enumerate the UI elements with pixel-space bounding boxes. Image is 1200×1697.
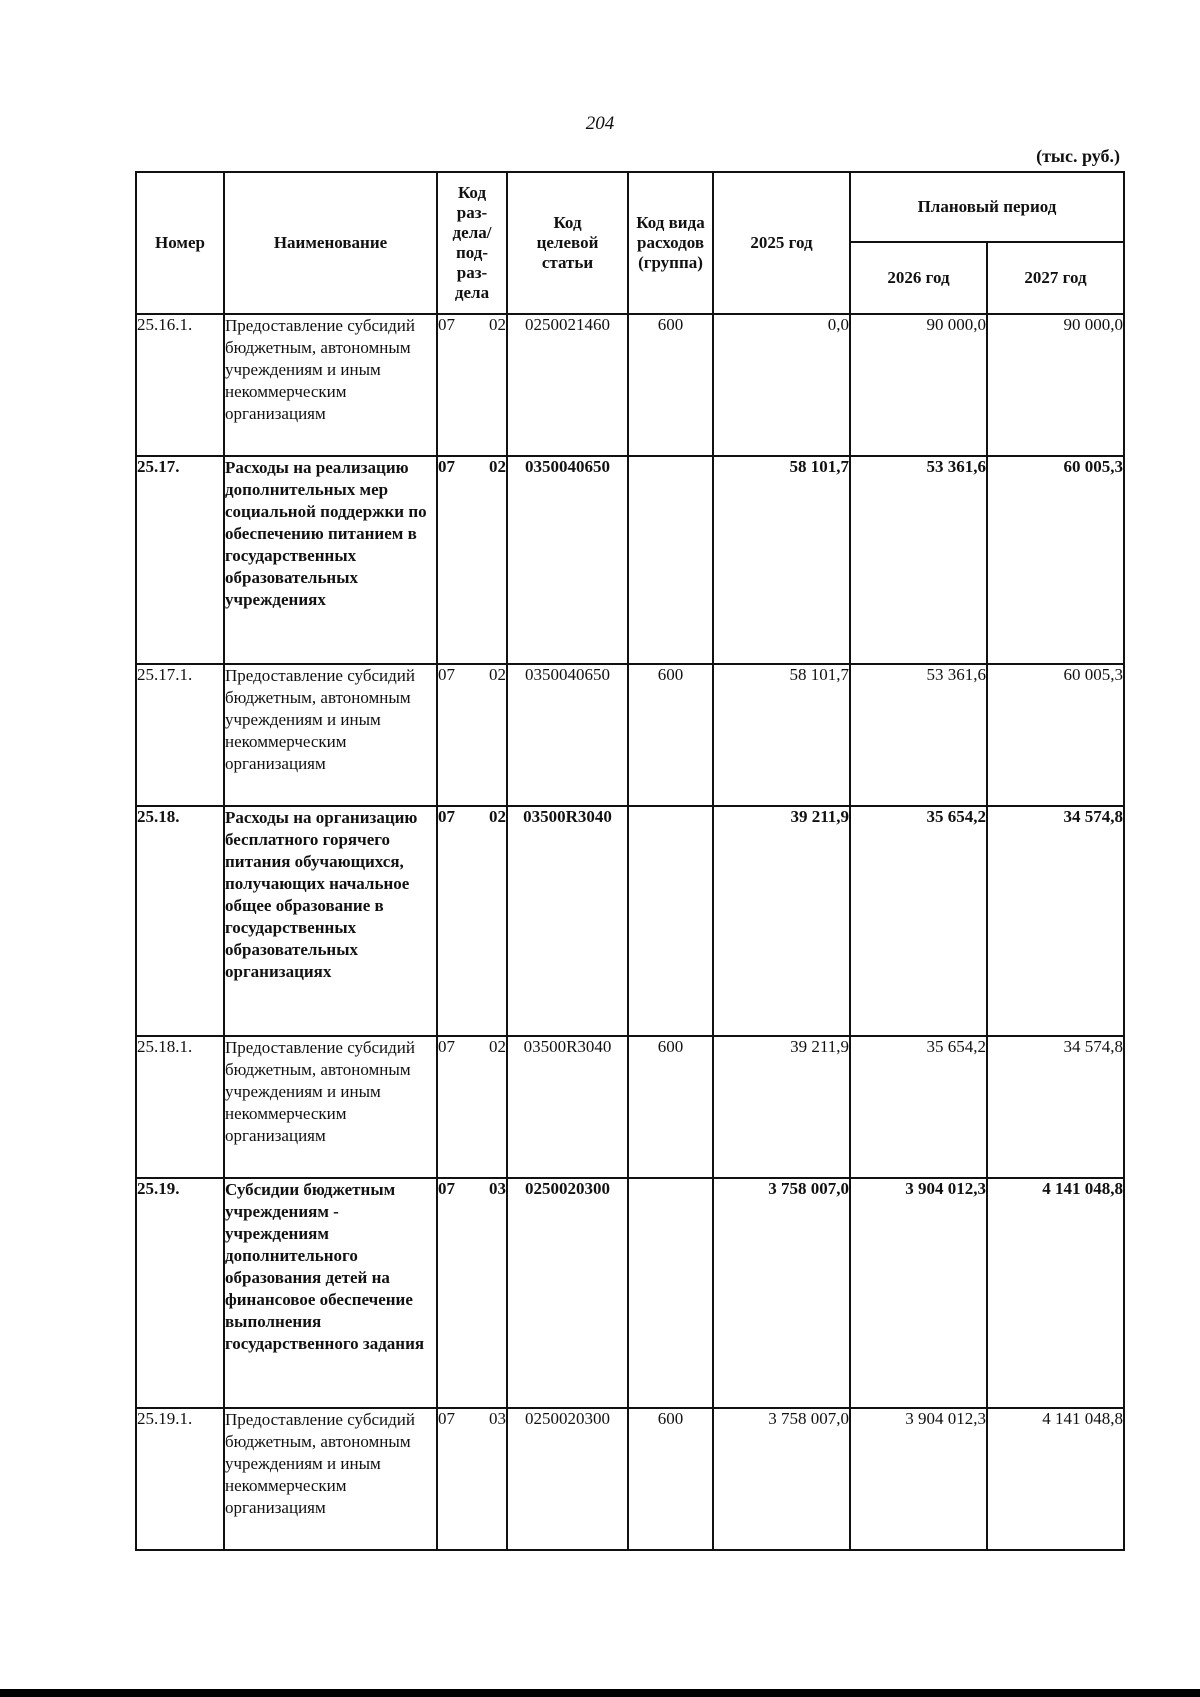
row-2027: 34 574,8: [987, 806, 1124, 1036]
row-razdel: [437, 806, 507, 1036]
razdel-code: 07: [438, 457, 455, 476]
row-2026: 90 000,0: [850, 314, 987, 456]
row-celevaya: 0250020300: [507, 1178, 628, 1408]
row-2025: 3 758 007,0: [713, 1408, 850, 1550]
row-2026: 53 361,6: [850, 456, 987, 664]
row-celevaya: 0350040650: [507, 664, 628, 806]
podrazdel-code: 02: [489, 315, 506, 334]
razdel-code: 07: [438, 665, 455, 684]
podrazdel-code: 02: [489, 1037, 506, 1056]
header-2026: 2026 год: [850, 242, 987, 314]
row-number: 25.18.1.: [136, 1036, 224, 1178]
row-name: Предоставление субсидий бюджетным, автономным учреждениям и иным некоммерческим организациям: [224, 1036, 437, 1178]
row-name: Расходы на реализацию дополнительных мер социальной поддержки по обеспечению питанием в государственных образовательных учреждениях: [224, 456, 437, 664]
header-plan-period: Плановый период: [850, 172, 1124, 242]
razdel-code: 07: [438, 315, 455, 334]
podrazdel-code: 02: [489, 457, 506, 476]
row-name: Предоставление субсидий бюджетным, автономным учреждениям и иным некоммерческим организациям: [224, 1408, 437, 1550]
row-vid: [628, 1178, 713, 1408]
table-row: [136, 1408, 1124, 1550]
table-row: [136, 1178, 1124, 1408]
row-number: 25.17.: [136, 456, 224, 664]
row-celevaya: 03500R3040: [507, 1036, 628, 1178]
row-name: Субсидии бюджетным учреждениям - учреждениям дополнительного образования детей на финансовое обеспечение выполнения государственного задания: [224, 1178, 437, 1408]
row-number: 25.19.1.: [136, 1408, 224, 1550]
row-2027: 4 141 048,8: [987, 1408, 1124, 1550]
row-2025: 0,0: [713, 314, 850, 456]
header-naimenovanie: Наименование: [224, 172, 437, 314]
row-2027: 60 005,3: [987, 456, 1124, 664]
row-vid: 600: [628, 664, 713, 806]
row-celevaya: 03500R3040: [507, 806, 628, 1036]
header-razdel: Код раз- дела/ под- раз- дела: [437, 172, 507, 314]
row-razdel: [437, 1178, 507, 1408]
row-vid: 600: [628, 1408, 713, 1550]
table-row: [136, 314, 1124, 456]
podrazdel-code: 03: [489, 1409, 506, 1428]
row-2026: 3 904 012,3: [850, 1178, 987, 1408]
page-number: 204: [585, 113, 615, 134]
row-number: 25.18.: [136, 806, 224, 1036]
row-razdel: [437, 1036, 507, 1178]
row-vid: 600: [628, 314, 713, 456]
podrazdel-code: 03: [489, 1179, 506, 1198]
row-razdel: [437, 1408, 507, 1550]
row-vid: 600: [628, 1036, 713, 1178]
row-2026: 35 654,2: [850, 806, 987, 1036]
header-nomer: Номер: [136, 172, 224, 314]
table-row: [136, 664, 1124, 806]
row-2027: 4 141 048,8: [987, 1178, 1124, 1408]
row-name: Предоставление субсидий бюджетным, автономным учреждениям и иным некоммерческим организациям: [224, 314, 437, 456]
units-label: (тыс. руб.): [1036, 146, 1120, 166]
table-row: [136, 806, 1124, 1036]
row-2025: 58 101,7: [713, 664, 850, 806]
podrazdel-code: 02: [489, 665, 506, 684]
row-number: 25.16.1.: [136, 314, 224, 456]
header-2027: 2027 год: [987, 242, 1124, 314]
row-number: 25.19.: [136, 1178, 224, 1408]
row-vid: [628, 806, 713, 1036]
row-2027: 34 574,8: [987, 1036, 1124, 1178]
row-2026: 3 904 012,3: [850, 1408, 987, 1550]
row-2027: 60 005,3: [987, 664, 1124, 806]
podrazdel-code: 02: [489, 807, 506, 826]
row-celevaya: 0350040650: [507, 456, 628, 664]
row-2027: 90 000,0: [987, 314, 1124, 456]
row-2025: 3 758 007,0: [713, 1178, 850, 1408]
row-2026: 53 361,6: [850, 664, 987, 806]
header-celevaya: Код целевой статьи: [507, 172, 628, 314]
row-2026: 35 654,2: [850, 1036, 987, 1178]
row-celevaya: 0250021460: [507, 314, 628, 456]
row-2025: 39 211,9: [713, 1036, 850, 1178]
row-2025: 58 101,7: [713, 456, 850, 664]
table-row: [136, 456, 1124, 664]
table-row: [136, 1036, 1124, 1178]
razdel-code: 07: [438, 1179, 455, 1198]
row-vid: [628, 456, 713, 664]
row-name: Предоставление субсидий бюджетным, автономным учреждениям и иным некоммерческим организациям: [224, 664, 437, 806]
row-razdel: [437, 314, 507, 456]
scan-edge-bar: [0, 1689, 1200, 1697]
row-name: Расходы на организацию бесплатного горячего питания обучающихся, получающих начальное общее образование в государственных образовательных организациях: [224, 806, 437, 1036]
row-celevaya: 0250020300: [507, 1408, 628, 1550]
row-number: 25.17.1.: [136, 664, 224, 806]
row-razdel: [437, 456, 507, 664]
row-razdel: [437, 664, 507, 806]
razdel-code: 07: [438, 1037, 455, 1056]
budget-table: [135, 171, 1125, 1551]
row-2025: 39 211,9: [713, 806, 850, 1036]
header-2025: 2025 год: [713, 172, 850, 314]
header-vid-rashodov: Код вида расходов (группа): [628, 172, 713, 314]
razdel-code: 07: [438, 807, 455, 826]
razdel-code: 07: [438, 1409, 455, 1428]
